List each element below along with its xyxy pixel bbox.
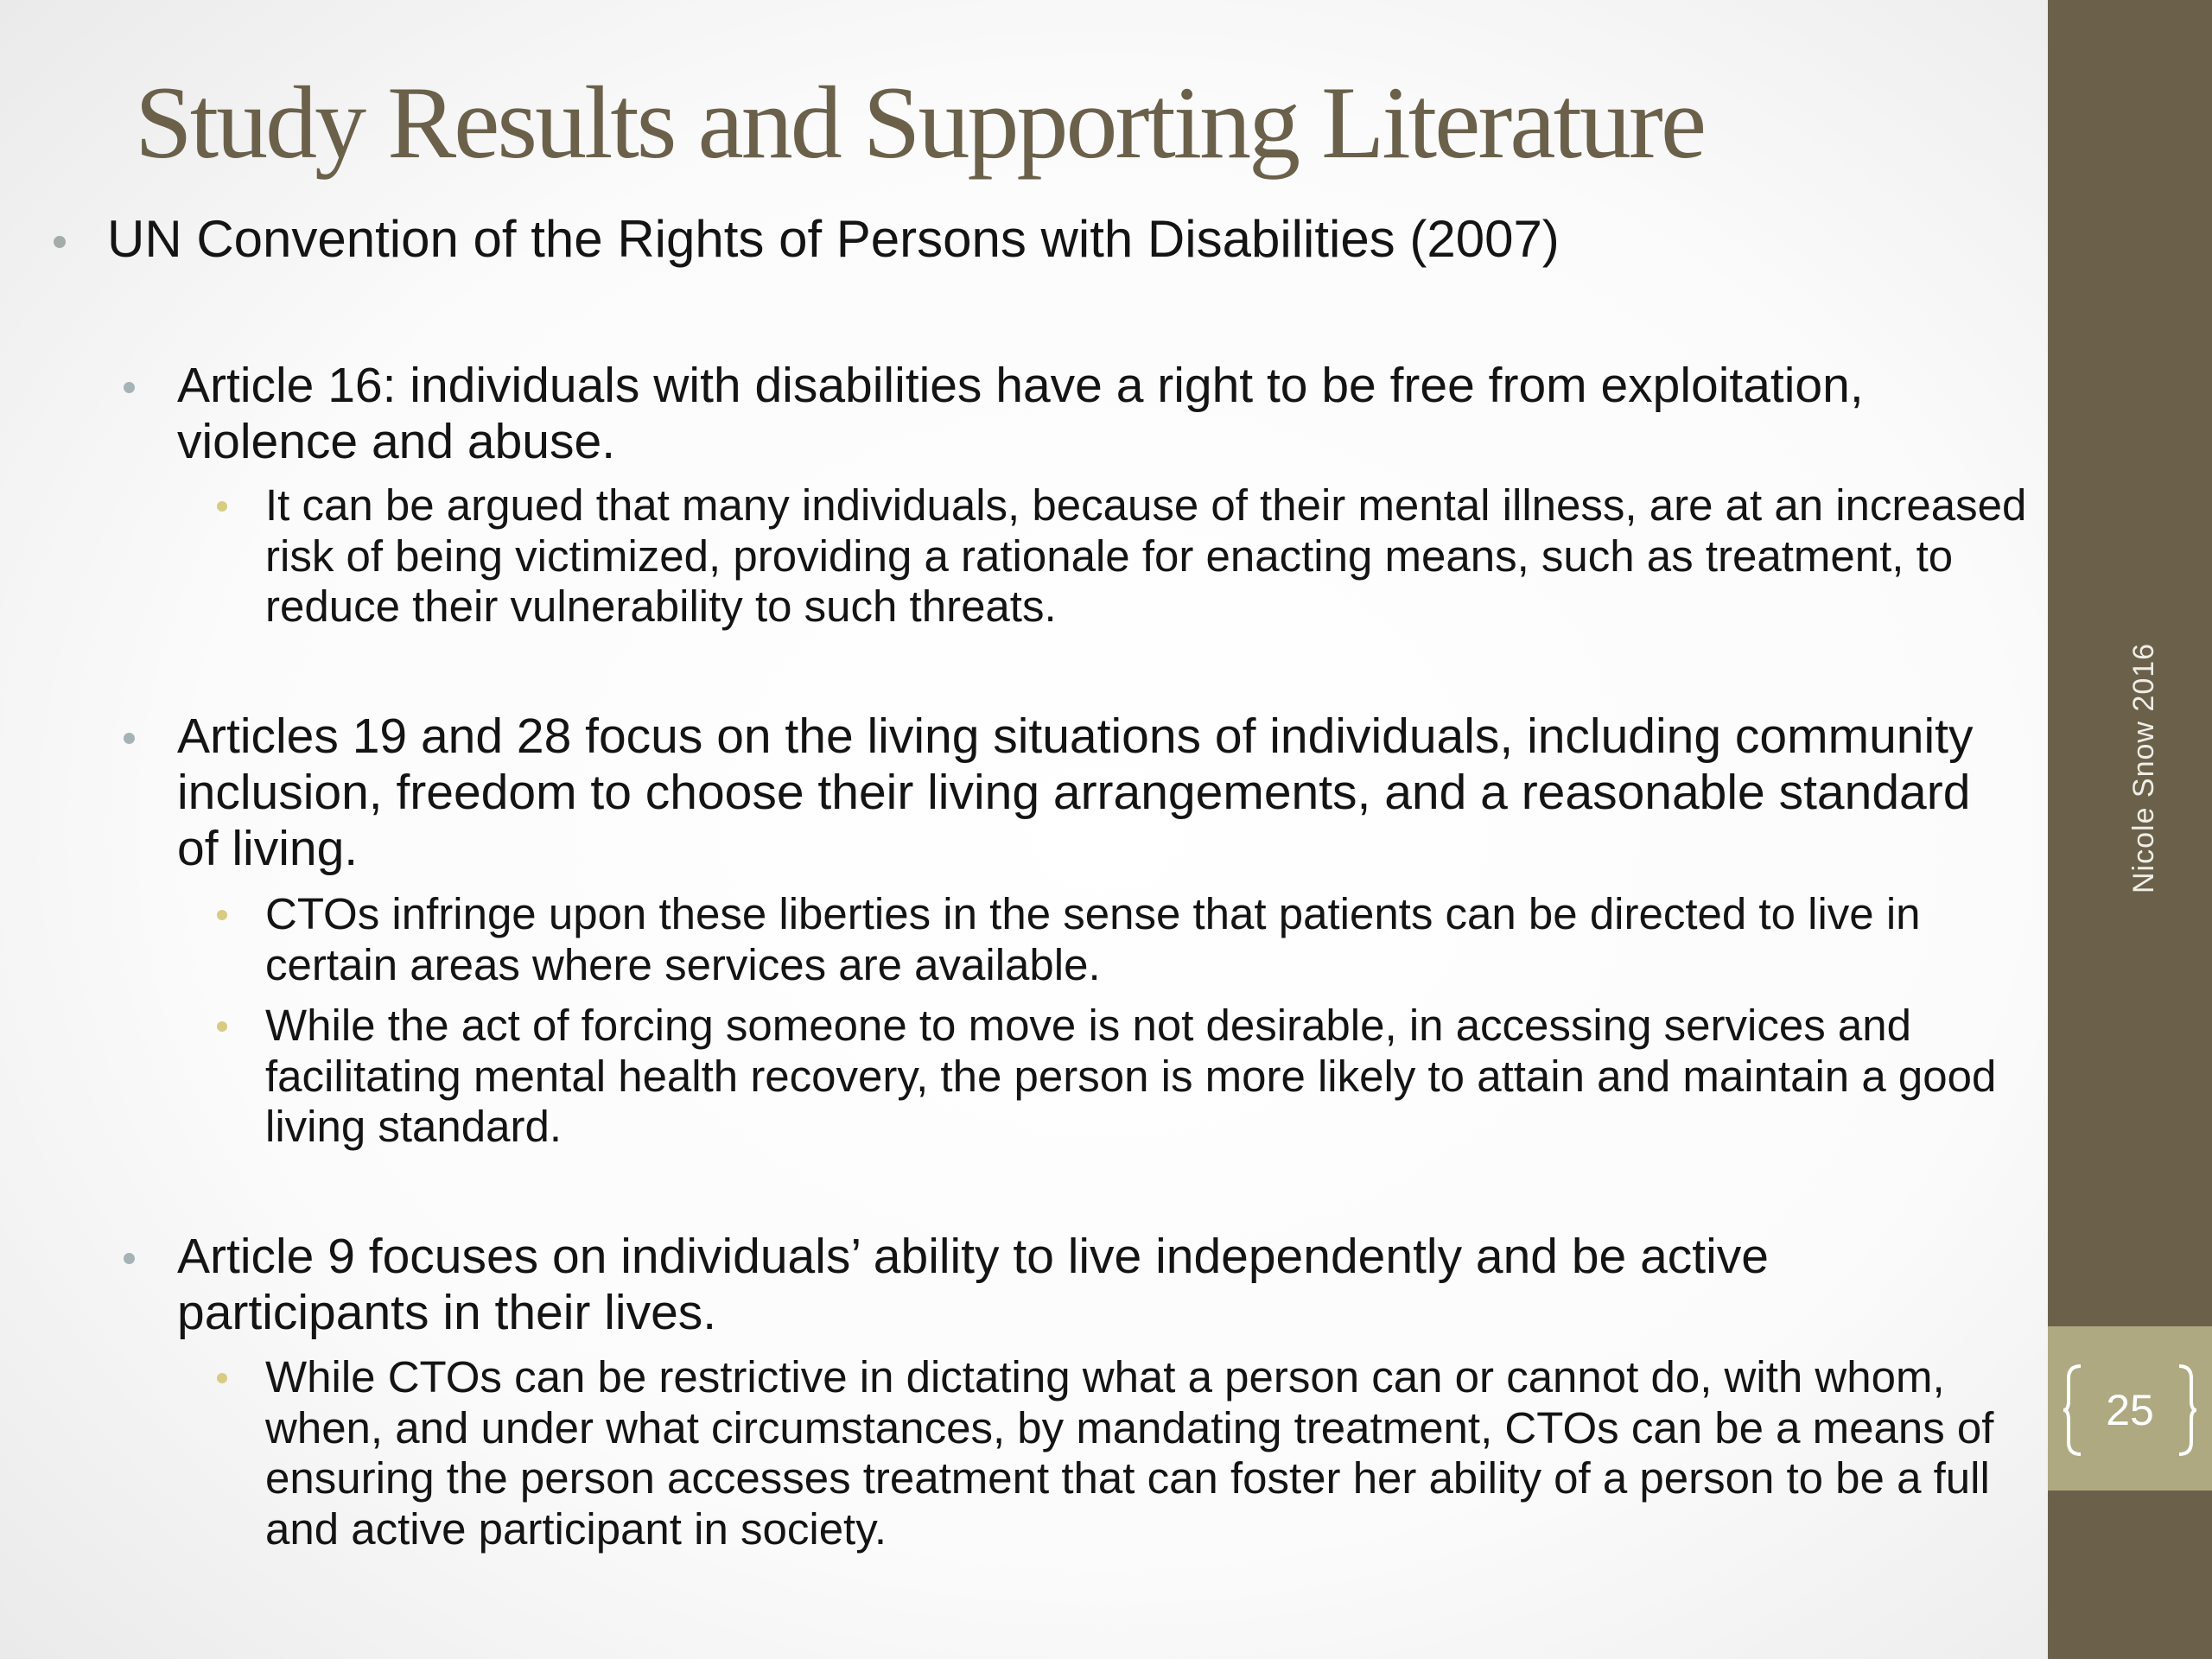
bullet-text: UN Convention of the Rights of Persons with Disabilities (2007) bbox=[107, 210, 1560, 268]
bullet-text: While the act of forcing someone to move is not desirable, in accessing services and facilitating mental health recovery, the person is more likely to attain and maintain a good living standard. bbox=[265, 1001, 1997, 1151]
bullet-articles-19-28 bbox=[177, 709, 2018, 877]
sub-bullet-article-16-rationale bbox=[265, 480, 2028, 632]
slide-number-frame bbox=[2063, 1363, 2196, 1458]
sub-bullet-ctos-infringe bbox=[265, 889, 2028, 990]
bullet-text: It can be argued that many individuals, because of their mental illness, are at an increased risk of being victimized, providing a rationale for enacting means, such as treatment, to reduce their vulnerability to such threats. bbox=[265, 480, 2027, 631]
bullet-dot-icon bbox=[217, 1021, 227, 1032]
bullet-article-16 bbox=[177, 358, 2018, 470]
bullet-text: Article 16: individuals with disabilities have a right to be free from exploitation, violence and abuse. bbox=[177, 358, 1864, 469]
slide-number: 25 bbox=[2106, 1386, 2154, 1434]
bullet-dot-icon bbox=[124, 733, 135, 744]
slide-title: Study Results and Supporting Literature bbox=[135, 65, 1705, 180]
bullet-text: Article 9 focuses on individuals’ ability to live independently and be active participants in their lives. bbox=[177, 1229, 1769, 1340]
bullet-un-convention bbox=[107, 211, 2008, 268]
bullet-text: CTOs infringe upon these liberties in the sense that patients can be directed to live in certain areas where services are available. bbox=[265, 889, 1921, 989]
sub-bullet-forcing-move bbox=[265, 1001, 2028, 1153]
bullet-dot-icon bbox=[124, 1253, 135, 1264]
sub-bullet-ctos-restrictive bbox=[265, 1352, 2037, 1554]
bullet-article-9 bbox=[177, 1229, 2018, 1341]
bullet-text: Articles 19 and 28 focus on the living situations of individuals, including community inclusion, freedom to choose their living arrangements, and a reasonable standard of living. bbox=[177, 709, 1974, 876]
bullet-dot-icon bbox=[124, 382, 135, 393]
bullet-text: While CTOs can be restrictive in dictating what a person can or cannot do, with whom, when, and under what circumstances, by mandating treatment, CTOs can be a means of ensuring the person accesses treatment that can foster her ability of a person to be a full and active participant in society. bbox=[265, 1352, 1994, 1554]
bullet-dot-icon bbox=[54, 236, 66, 248]
footer-author: Nicole Snow 2016 bbox=[2127, 642, 2160, 893]
slide-number-box bbox=[2048, 1326, 2212, 1491]
bullet-dot-icon bbox=[217, 501, 227, 512]
bullet-dot-icon bbox=[217, 1373, 227, 1383]
bullet-dot-icon bbox=[217, 910, 227, 920]
